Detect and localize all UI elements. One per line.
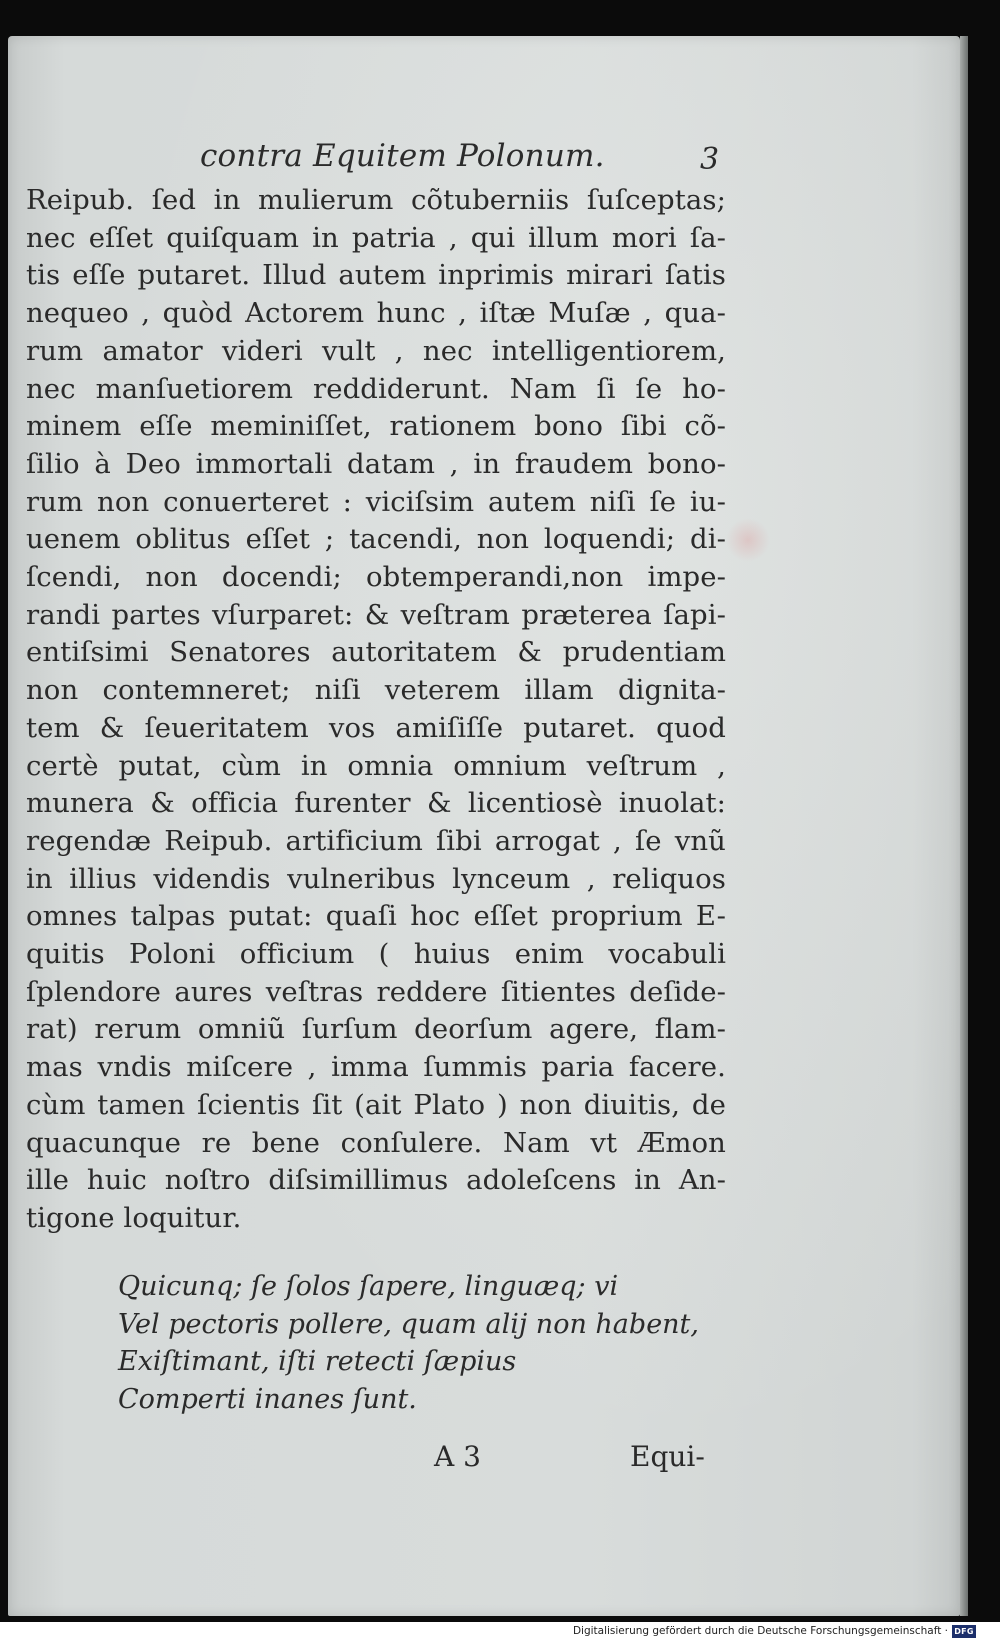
catchword: Equi- [630, 1440, 705, 1473]
paper-stain [726, 518, 770, 562]
page-edge [960, 36, 968, 1616]
body-line: mas vndis miſcere , imma ſummis paria facere. [26, 1051, 726, 1084]
body-line: ſcendi, non docendi; obtemperandi,non impe- [26, 561, 726, 594]
body-line: regendæ Reipub. artificium ſibi arrogat , ſe vnũ [26, 824, 726, 857]
body-line: certè putat, cùm in omnia omnium veſtrum , [26, 749, 726, 782]
body-text [26, 182, 726, 1238]
signature-row [8, 1440, 960, 1480]
body-line: rum non conuerteret : viciſsim autem niſi ſe iu- [26, 485, 726, 518]
book-page [8, 36, 960, 1616]
body-line: cùm tamen ſcientis ſit (ait Plato ) non diuitis, de [26, 1088, 726, 1121]
body-line: entiſsimi Senatores autoritatem & prudentiam [26, 636, 726, 669]
body-line: nec eſſet quiſquam in patria , qui illum mori ſa- [26, 221, 726, 254]
body-line: quitis Poloni officium ( huius enim vocabuli [26, 938, 726, 971]
body-line: munera & officia furenter & licentiosè inuolat: [26, 787, 726, 820]
running-head-title: contra Equitem Polonum. [200, 138, 605, 174]
verse-line: Comperti inanes ſunt. [118, 1383, 417, 1415]
verse-quotation [118, 1268, 699, 1418]
body-line: ſilio à Deo immortali datam , in fraudem bono- [26, 447, 726, 480]
body-line: uenem oblitus eſſet ; tacendi, non loquendi; di- [26, 523, 726, 556]
verse-line: Exiſtimant, iſti retecti ſæpius [118, 1346, 517, 1377]
body-line: minem eſſe meminiſſet, rationem bono ſibi cõ- [26, 410, 726, 443]
body-line: rum amator videri vult , nec intelligentiorem, [26, 334, 726, 367]
body-line: nequeo , quòd Actorem hunc , iſtæ Muſæ , qua- [26, 297, 726, 330]
body-line: non contemneret; niſi veterem illam dignita- [26, 674, 726, 707]
body-line: ille huic noſtro diſsimillimus adoleſcens in An- [26, 1164, 726, 1197]
page-number: 3 [700, 142, 720, 177]
body-line: tis eſſe putaret. Illud autem inprimis mirari ſatis [26, 259, 726, 292]
signature-mark: A 3 [434, 1440, 481, 1473]
body-line: ſplendore aures veſtras reddere ſitientes deſide- [26, 975, 726, 1008]
funding-credit: Digitalisierung gefördert durch die Deutsche Forschungsgemeinschaft · [572, 1625, 948, 1637]
body-line: randi partes vſurparet: & veſtram præterea ſapi- [26, 598, 726, 631]
body-line: tigone loquitur. [26, 1201, 242, 1234]
body-line: quacunque re bene conſulere. Nam vt Æmon [26, 1126, 726, 1159]
body-line: omnes talpas putat: quaſi hoc eſſet proprium E- [26, 900, 726, 933]
footer-bar [0, 1622, 1000, 1642]
body-line: Reipub. ſed in mulierum cõtuberniis ſuſceptas; [26, 184, 726, 216]
body-line: tem & ſeueritatem vos amiſiſſe putaret. quod [26, 711, 726, 744]
dfg-logo: DFG [952, 1625, 976, 1638]
body-line: in illius videndis vulneribus lynceum , reliquos [26, 862, 726, 895]
body-line: rat) rerum omniũ ſurſum deorſum agere, flam- [26, 1013, 726, 1046]
verse-line: Vel pectoris pollere, quam alij non habent, [118, 1308, 699, 1340]
verse-line: Quicunq; ſe ſolos ſapere, linguæq; vi [118, 1271, 619, 1302]
body-line: nec manſuetiorem reddiderunt. Nam ſi ſe ho- [26, 372, 726, 405]
